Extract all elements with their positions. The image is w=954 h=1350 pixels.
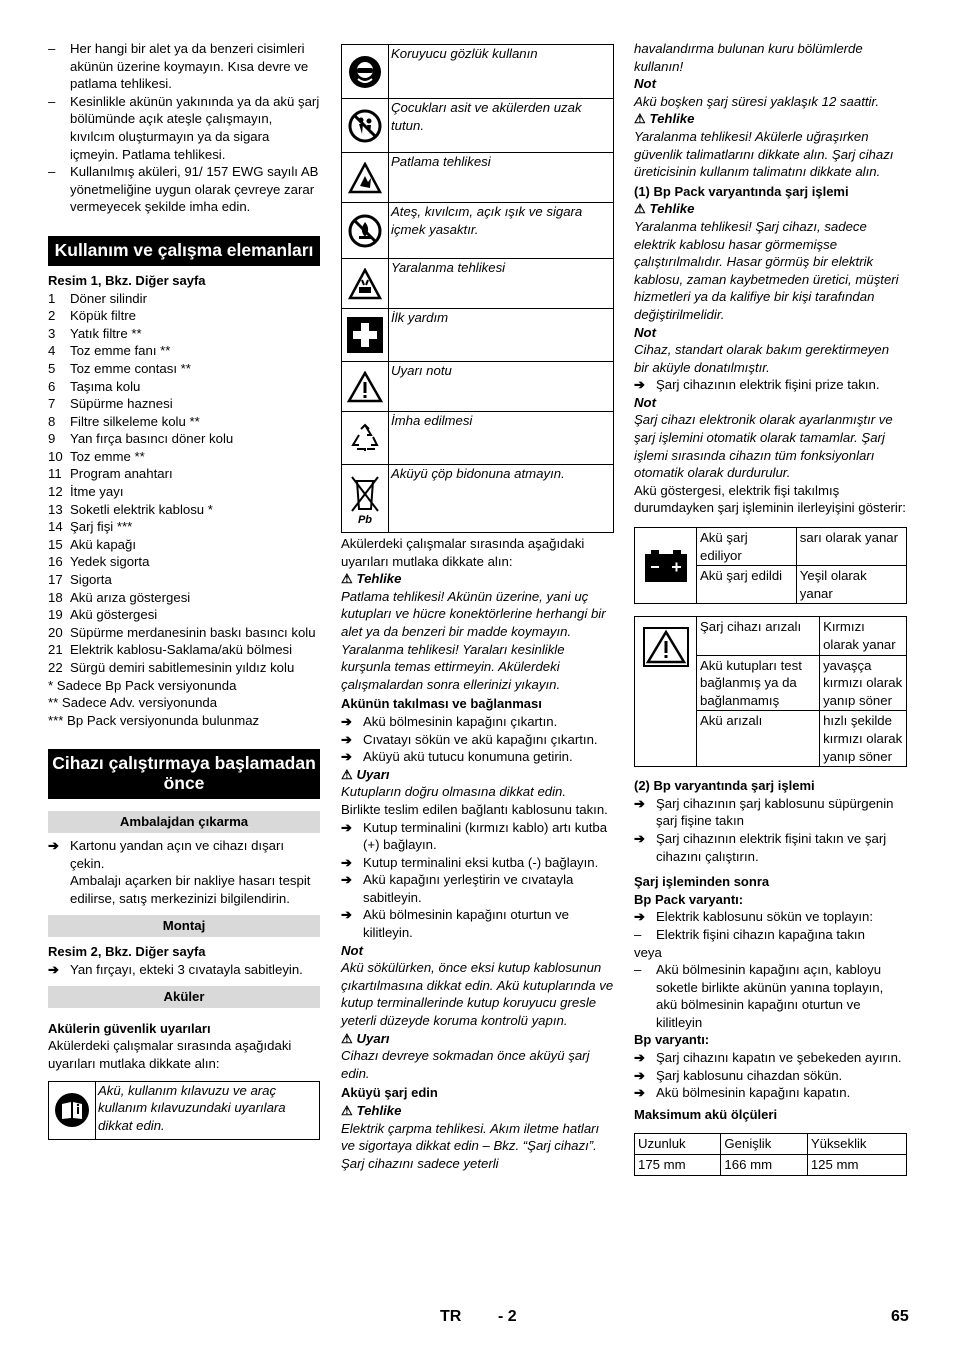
list-item: 3 Yatık filtre ** <box>48 325 142 341</box>
pb-label: Pb <box>357 513 373 525</box>
step-item: ➔ Şarj cihazını kapatın ve şebekeden ayırın. <box>634 1050 902 1066</box>
subheading-install: Akünün takılması ve bağlanması <box>341 696 542 712</box>
dash-item: – Elektrik fişini cihazın kapağına takın <box>634 926 907 944</box>
subheading-after-charge: Şarj işleminden sonra <box>634 874 770 890</box>
danger-text: Yaralanma tehlikesi! Şarj cihazı, sadece elektrik kablosu hasar görmemişse çalıştırılmalıdır. Hasar görmüş bir elektrik kablosu, zaman kaybetmeden üretici, müşteri hizmetleri ya da kalifiye bir kişi tarafından değiştirilmelidir. <box>634 218 899 322</box>
subheading-battery-safety: Akülerin güvenlik uyarıları <box>48 1020 211 1036</box>
step-item: ➔ Aküyü akü tutucu konumuna getirin. <box>341 749 573 765</box>
goggles-icon <box>342 45 389 99</box>
footnote: *** Bp Pack versiyonunda bulunmaz <box>48 712 260 728</box>
list-item: 17 Sigorta <box>48 572 112 588</box>
no-fire-icon <box>342 203 389 259</box>
step-item: ➔ Şarj cihazının şarj kablosunu süpürgenin şarj fişine takın <box>634 795 894 829</box>
state-cell: Akü şarj edildi <box>697 566 797 604</box>
subheading-mounting: Montaj <box>48 915 320 937</box>
footer-section: - 2 <box>498 1308 517 1325</box>
caution-label: ⚠ Uyarı <box>341 766 614 784</box>
list-item: 11 Program anahtarı <box>48 466 173 482</box>
column-3 <box>634 40 907 1176</box>
list-item: 10 Toz emme ** <box>48 448 145 464</box>
step-item: ➔ Şarj cihazının elektrik fişini prize takın. <box>634 377 880 393</box>
figure-reference: Resim 1, Bkz. Diğer sayfa <box>48 272 206 288</box>
list-item: 8 Filtre silkeleme kolu ** <box>48 413 200 429</box>
symbol-description: Ateş, kıvılcım, açık ışık ve sigara içmek yasaktır. <box>389 203 614 259</box>
dim-header: Genişlik <box>721 1134 807 1155</box>
step-item: ➔ Şarj kablosunu cihazdan sökün. <box>634 1067 843 1083</box>
symbol-description: Akü, kullanım kılavuzu ve araç kullanım kılavuzundaki uyarılara dikkat edin. <box>96 1081 320 1139</box>
arrow-right-icon: ➔ <box>341 713 353 729</box>
page-number: 65 <box>891 1308 909 1325</box>
danger-label: ⚠ Tehlike <box>341 1102 614 1120</box>
subheading-bp: (2) Bp varyantında şarj işlemi <box>634 778 815 794</box>
arrow-right-icon: ➔ <box>341 872 353 888</box>
arrow-right-icon: ➔ <box>634 1050 646 1066</box>
caution-text: Cihazı devreye sokmadan önce aküyü şarj edin. <box>341 1048 590 1081</box>
arrow-right-icon: ➔ <box>634 795 646 811</box>
subheading-unpacking: Ambalajdan çıkarma <box>48 811 320 833</box>
column-2 <box>341 44 614 1172</box>
danger-label: ⚠ Tehlike <box>341 570 614 588</box>
note-label: Not <box>634 394 656 410</box>
symbol-description: Koruyucu gözlük kullanın <box>389 45 614 99</box>
subheading-bp-pack: (1) Bp Pack varyantında şarj işlemi <box>634 183 849 199</box>
step-item: ➔ Akü bölmesinin kapağını çıkartın. <box>341 713 558 729</box>
symbol-description: Aküyü çöp bidonuna atmayın. <box>389 465 614 533</box>
paragraph: Akülerdeki çalışmalar sırasında aşağıdaki uyarıları mutlaka dikkate alın: <box>48 1038 292 1071</box>
symbol-description: Uyarı notu <box>389 362 614 412</box>
list-item: 22 Sürgü demiri sabitlemesinin yıldız kolu <box>48 660 295 675</box>
arrow-right-icon: ➔ <box>634 377 646 393</box>
dim-value: 175 mm <box>635 1155 721 1176</box>
list-item: 19 Akü göstergesi <box>48 607 158 623</box>
footnote: * Sadece Bp Pack versiyonunda <box>48 677 237 693</box>
list-item: 9 Yan fırça basıncı döner kolu <box>48 431 234 447</box>
step-list <box>341 819 614 942</box>
state-cell: Şarj cihazı arızalı <box>697 617 820 655</box>
arrow-right-icon: ➔ <box>341 749 353 765</box>
continued-text: havalandırma bulunan kuru bölümlerde kullanın! <box>634 41 863 74</box>
symbol-description: Çocukları asit ve akülerden uzak tutun. <box>389 99 614 153</box>
list-item: 4 Toz emme fanı ** <box>48 343 171 359</box>
figure-reference: Resim 2, Bkz. Diğer sayfa <box>48 943 206 959</box>
danger-text: Elektrik çarpma tehlikesi. Akım iletme hatları ve sigortaya dikkat edin – Bkz. “Şarj cihazı”. Şarj cihazını sadece yeterli <box>341 1120 600 1171</box>
column-1 <box>48 40 320 1140</box>
first-aid-icon <box>342 309 389 362</box>
list-item: 7 Süpürme haznesi <box>48 396 173 412</box>
note-text: Şarj cihazı elektronik olarak ayarlanmıştır ve şarj işlemini otomatik olarak tamamlar. Şarj işlemi sırasında cihazın tüm fonksiyonları otomatik olarak durdurulur. <box>634 412 893 481</box>
list-item: 6 Taşıma kolu <box>48 378 141 394</box>
light-cell: yavaşça kırmızı olarak yanıp söner <box>820 655 907 711</box>
step-item: ➔ Kartonu yandan açın ve cihazı dışarı çekin. <box>48 837 285 871</box>
arrow-right-icon: ➔ <box>48 837 60 853</box>
list-item: 15 Akü kapağı <box>48 536 136 552</box>
footer-language: TR <box>440 1308 462 1325</box>
arrow-right-icon: ➔ <box>634 1085 646 1101</box>
list-item: 2 Köpük filtre <box>48 308 136 324</box>
step-item: ➔ Akü bölmesinin kapağını kapatın. <box>634 1085 851 1101</box>
dim-value: 125 mm <box>807 1155 906 1176</box>
state-cell: Akü kutupları test bağlanmış ya da bağlanmamış <box>697 655 820 711</box>
footnote: ** Sadece Adv. versiyonunda <box>48 695 218 711</box>
list-item: 16 Yedek sigorta <box>48 554 150 570</box>
note-text: Akü boşken şarj süresi yaklaşık 12 saattir. <box>634 93 880 109</box>
dim-header: Uzunluk <box>635 1134 721 1155</box>
manual-symbol-table <box>48 1081 320 1140</box>
arrow-right-icon: ➔ <box>341 819 353 835</box>
explosion-icon <box>342 153 389 203</box>
warning-dash-item: – Her hangi bir alet ya da benzeri cisimleri akünün üzerine koymayın. Kısa devre ve patlama tehlikesi. <box>48 40 320 93</box>
step-list <box>341 713 614 766</box>
list-item: 1 Döner silindir <box>48 290 147 306</box>
caution-text: Kutupların doğru olmasına dikkat edin. <box>341 784 567 800</box>
light-cell: hızlı şekilde kırmızı olarak yanıp söner <box>820 711 907 767</box>
state-cell: Akü şarj ediliyor <box>697 528 797 566</box>
variant-label: Bp Pack varyantı: <box>634 891 744 907</box>
list-item: 13 Soketli elektrik kablosu * <box>48 501 213 517</box>
step-list <box>634 1049 907 1102</box>
list-item: 14 Şarj fişi *** <box>48 519 133 535</box>
list-item: 5 Toz emme contası ** <box>48 360 191 376</box>
arrow-right-icon: ➔ <box>634 909 646 925</box>
danger-label: ⚠ Tehlike <box>634 200 907 218</box>
list-item: 21 Elektrik kablosu-Saklama/akü bölmesi <box>48 642 293 658</box>
paragraph: Birlikte teslim edilen bağlantı kablosunu takın. <box>341 801 608 817</box>
state-cell: Akü arızalı <box>697 711 820 767</box>
parts-list <box>48 290 320 677</box>
dash-item: – Akü bölmesinin kapağını açın, kabloyu soketle birlikte akünün yanına toplayın, akü bölmesinin kapağını oturtun ve kilitleyin <box>634 961 907 1031</box>
recycle-icon <box>342 412 389 465</box>
charging-indicator-table <box>634 527 907 604</box>
step-item: ➔ Akü kapağını yerleştirin ve cıvatayla sabitleyin. <box>341 872 574 905</box>
step-item: ➔ Yan fırçayı, ekteki 3 cıvatayla sabitleyin. <box>48 961 303 977</box>
dimensions-table <box>634 1133 907 1175</box>
paragraph: Ambalajı açarken bir nakliye hasarı tespit edilirse, satış merkezinizi bilgilendirin. <box>70 873 311 906</box>
subheading-batteries: Aküler <box>48 986 320 1008</box>
paragraph: Akü göstergesi, elektrik fişi takılmış durumdayken şarj işleminin ilerleyişini gösterir: <box>634 482 906 516</box>
subheading-dimensions: Maksimum akü ölçüleri <box>634 1106 778 1122</box>
paragraph: Akülerdeki çalışmalar sırasında aşağıdaki uyarıları mutlaka dikkate alın: <box>341 536 585 569</box>
warning-dash-item: – Kesinlikle akünün yakınında ya da akü şarj bölümünde açık ateşle çalışmayın, kıvılcım oluşturmayın ya da sigara içmeyin. Patlama tehlikesi. <box>48 93 320 163</box>
danger-label: ⚠ Tehlike <box>634 110 907 128</box>
arrow-right-icon: ➔ <box>634 830 646 846</box>
dim-header: Yükseklik <box>807 1134 906 1155</box>
list-item: 12 İtme yayı <box>48 484 124 500</box>
manual-book-icon <box>49 1081 96 1139</box>
note-label: Not <box>341 942 363 958</box>
subheading-charge: Aküyü şarj edin <box>341 1085 438 1101</box>
arrow-right-icon: ➔ <box>341 854 353 870</box>
arrow-right-icon: ➔ <box>48 961 60 977</box>
keep-children-away-icon <box>342 99 389 153</box>
crossed-bin-icon <box>342 465 389 533</box>
paragraph: veya <box>634 944 662 960</box>
note-text: Cihaz, standart olarak bakım gerektirmeyen bir aküyle donatılmıştır. <box>634 342 890 375</box>
light-cell: Yeşil olarak yanar <box>796 566 906 604</box>
warning-icon <box>342 362 389 412</box>
light-cell: Kırmızı olarak yanar <box>820 617 907 655</box>
arrow-right-icon: ➔ <box>634 1067 646 1083</box>
acid-burn-icon <box>342 259 389 309</box>
step-item: ➔ Şarj cihazının elektrik fişini takın ve şarj cihazını çalıştırın. <box>634 830 887 864</box>
step-list <box>634 795 907 865</box>
danger-text: Yaralanma tehlikesi! Akülerle uğraşırken güvenlik talimatlarını dikkate alın. Şarj cihazı üreticisinin kullanım talimatını dikkate alın. <box>634 128 894 180</box>
note-text: Akü sökülürken, önce eksi kutup kablosunun çıkartılmasına dikkat edin. Akü kutuplarında ve kutup terminallerinde kutup koruyucu gresle yeterli düzeyde koruma kontrolü yapın. <box>341 960 614 1029</box>
note-label: Not <box>634 76 656 92</box>
arrow-right-icon: ➔ <box>341 907 353 923</box>
list-item: 18 Akü arıza göstergesi <box>48 589 191 605</box>
symbol-description: İlk yardım <box>389 309 614 362</box>
list-item: 20 Süpürme merdanesinin baskı basıncı kolu <box>48 624 316 640</box>
step-item: ➔ Elektrik kablosunu sökün ve toplayın: <box>634 909 873 925</box>
note-label: Not <box>634 324 656 340</box>
step-item: ➔ Kutup terminalini (kırmızı kablo) artı kutba (+) bağlayın. <box>341 819 608 853</box>
fault-indicator-table <box>634 616 907 767</box>
symbol-description: İmha edilmesi <box>389 412 614 465</box>
battery-symbols-table <box>341 44 614 533</box>
battery-icon <box>635 528 697 604</box>
section-heading-controls: Kullanım ve çalışma elemanları <box>48 236 320 266</box>
symbol-description: Yaralanma tehlikesi <box>389 259 614 309</box>
caution-label: ⚠ Uyarı <box>341 1030 614 1048</box>
step-item: ➔ Akü bölmesinin kapağını oturtun ve kilitleyin. <box>341 907 569 941</box>
warning-dash-item: – Kullanılmış aküleri, 91/ 157 EWG sayılı AB yönetmeliğine uygun olarak çevreye zarar vermeyecek şekilde imha edin. <box>48 163 320 216</box>
light-cell: sarı olarak yanar <box>796 528 906 566</box>
step-item: ➔ Kutup terminalini eksi kutba (-) bağlayın. <box>341 854 599 870</box>
section-heading-before-start: Cihazı çalıştırmaya başlamadan önce <box>48 749 320 799</box>
symbol-description: Patlama tehlikesi <box>389 153 614 203</box>
variant-label: Bp varyantı: <box>634 1032 710 1048</box>
arrow-right-icon: ➔ <box>341 731 353 747</box>
danger-text: Patlama tehlikesi! Akünün üzerine, yani uç kutupları ve hücre konektörlerine herhangi bir alet ya da benzeri bir madde koymayın. Yaralanma tehlikesi! Yaraları kesinlikle kurşunla temas ettirmeyin. Akülerdeki çalışmalardan sonra ellerinizi yıkayın. <box>341 588 606 692</box>
dim-value: 166 mm <box>721 1155 807 1176</box>
step-item: ➔ Cıvatayı sökün ve akü kapağını çıkartın. <box>341 731 598 747</box>
warning-icon <box>635 617 697 767</box>
